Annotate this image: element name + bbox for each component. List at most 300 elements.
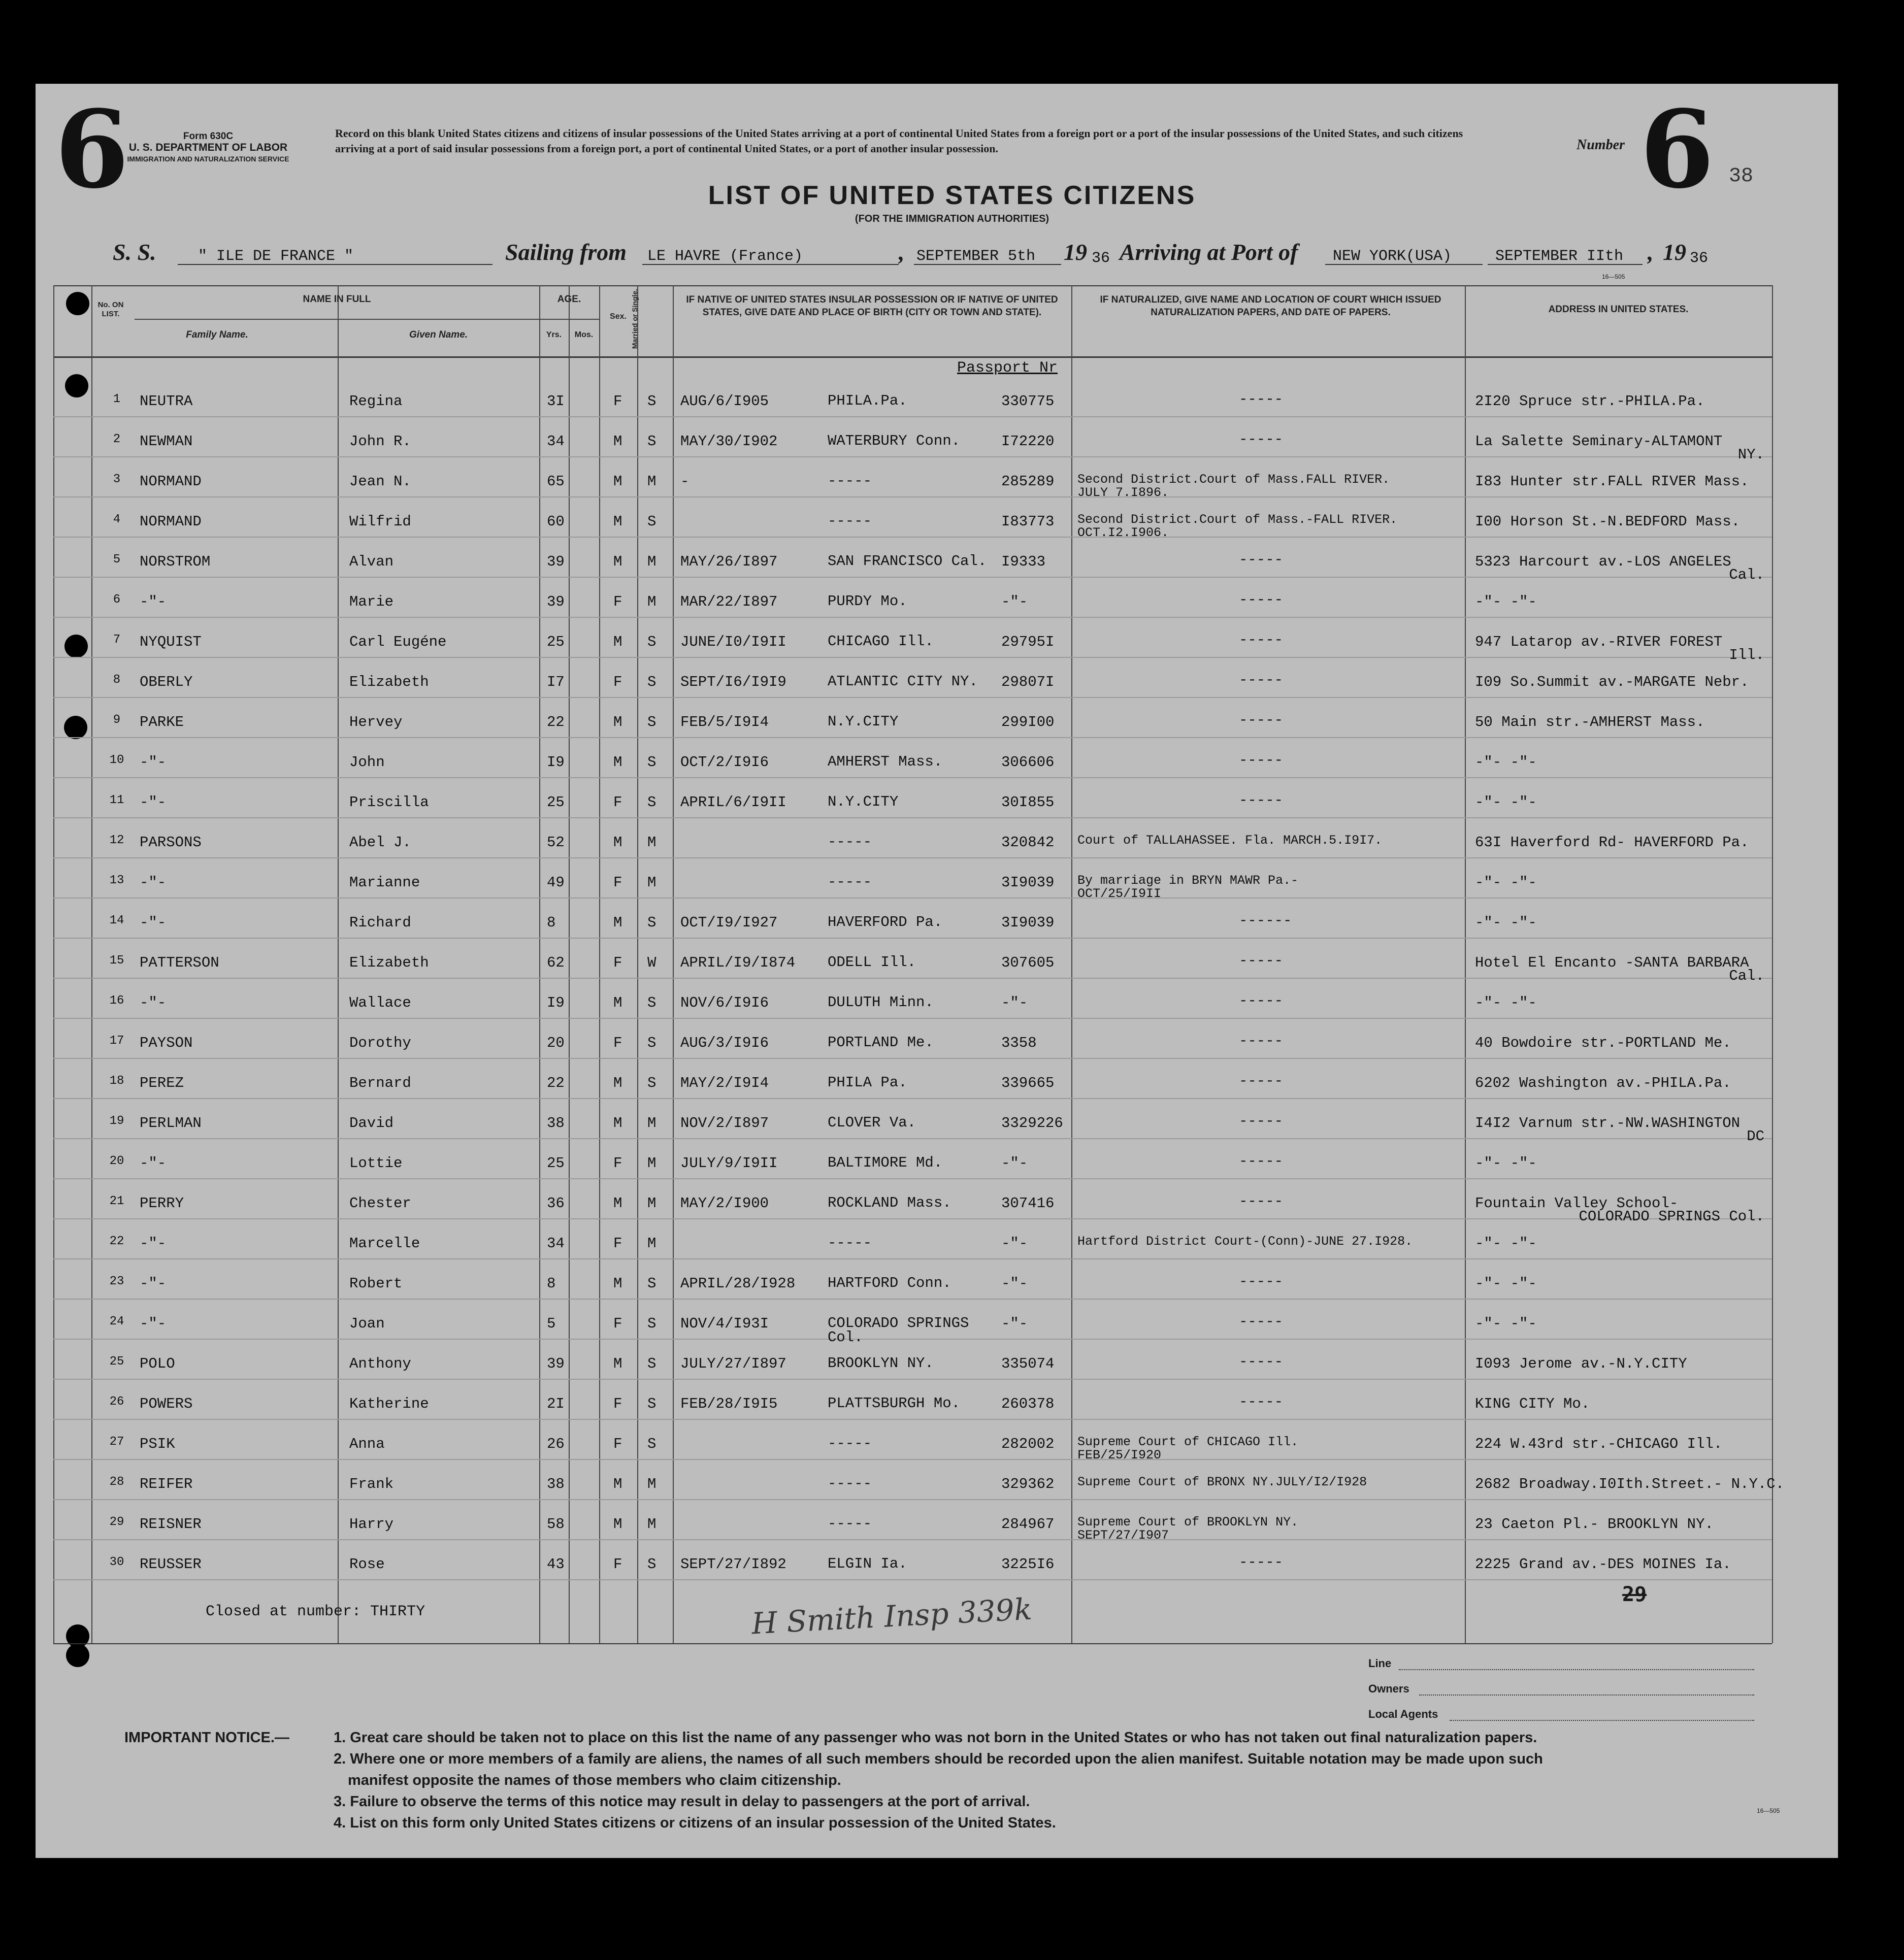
address: -"- -"- [1475,994,1537,1011]
sex: M [613,994,622,1011]
birth-date: MAY/2/I900 [680,1195,769,1212]
marital-status: S [647,754,656,771]
sex: M [613,1075,622,1091]
marital-status: S [647,513,656,530]
age-years: 36 [547,1195,565,1212]
address: -"- -"- [1475,874,1537,891]
naturalization-court: ------ [1239,912,1292,929]
passport-number: I72220 [1001,433,1055,450]
passport-number: 285289 [1001,473,1055,490]
closed-at-number: Closed at number: THIRTY [206,1603,425,1620]
naturalization-court: ----- [1239,792,1284,809]
naturalization-court: ----- [1239,1273,1284,1290]
age-years: I9 [547,754,565,771]
family-name: -"- [140,914,167,931]
family-name: REUSSER [140,1556,202,1573]
birth-place: ----- [828,1475,872,1492]
row-number: 23 [109,1275,124,1288]
birth-place: ATLANTIC CITY NY. [828,673,978,690]
family-name: -"- [140,874,167,891]
marital-status: M [647,834,656,851]
age-years: 38 [547,1476,565,1492]
birth-place: ----- [828,1235,872,1251]
row-number: 12 [109,834,124,847]
table-row [0,431,1904,461]
naturalization-court: ----- [1239,391,1284,408]
sex: F [613,954,622,971]
table-row [0,952,1904,983]
birth-place: ----- [828,834,872,850]
sex: M [613,914,622,931]
table-row [0,912,1904,943]
marital-status: S [647,1315,656,1332]
col-header-family: Family Name. [186,329,248,340]
table-row [0,471,1904,502]
arrival-port: NEW YORK(USA) [1333,248,1452,265]
given-name: Alvan [349,553,394,570]
birth-place: CHICAGO Ill. [828,633,934,650]
given-name: Dorothy [349,1035,411,1051]
table-row [0,832,1904,862]
row-number: 16 [109,994,124,1008]
passport-number: 3I9039 [1001,874,1055,891]
row-number: 24 [109,1315,124,1328]
birth-date: MAY/30/I902 [680,433,778,450]
birth-date: OCT/2/I9I6 [680,754,769,771]
sheet-number-right: 6 [1640,87,1715,212]
naturalization-court: Supreme Court of BRONX NY.JULY/I2/I928 [1077,1475,1367,1489]
sex: M [613,714,622,730]
passport-number: 320842 [1001,834,1055,851]
line-label: Line [1368,1657,1392,1670]
birth-place: SAN FRANCISCO Cal. [828,553,987,570]
given-name: Elizabeth [349,674,429,690]
table-row [0,1153,1904,1183]
given-name: Lottie [349,1155,403,1172]
age-years: 39 [547,1355,565,1372]
passport-number: -"- [1001,593,1028,610]
col-header-mos: Mos. [574,330,594,339]
address: 63I Haverford Rd- HAVERFORD Pa. [1475,834,1749,851]
address: 50 Main str.-AMHERST Mass. [1475,714,1705,730]
age-years: 39 [547,593,565,610]
instructions-text: Record on this blank United States citizens and citizens of insular possessions of the United States arriving at a port of continental United States from a foreign port or a port of the insular possessions of the United States, and such citizens arriving at a port of said insular possessions from a foreign port, a port of continental United States, or a port of another insular possession. [335,127,1463,155]
passport-number: I9333 [1001,553,1046,570]
naturalization-court: Second District.Court of Mass.FALL RIVER. [1077,472,1390,487]
naturalization-court: ----- [1239,1193,1284,1210]
naturalization-court: Hartford District Court-(Conn)-JUNE 27.I928. [1077,1234,1413,1249]
age-years: 8 [547,914,556,931]
marital-status: M [647,1516,656,1533]
marital-status: S [647,1275,656,1292]
row-number: 19 [109,1114,124,1128]
row-number: 13 [109,874,124,887]
naturalization-court: ----- [1239,591,1284,608]
address: -"- -"- [1475,1235,1537,1252]
passport-number: I83773 [1001,513,1055,530]
arrival-year-prefix: 19 [1663,239,1686,265]
marital-status: S [647,714,656,730]
birth-place: PHILA Pa. [828,1074,907,1091]
given-name: Marcelle [349,1235,420,1252]
birth-place: ELGIN Ia. [828,1555,907,1572]
birth-date: - [680,473,690,490]
table-row [0,1353,1904,1384]
naturalization-court: Second District.Court of Mass.-FALL RIVER. [1077,512,1398,527]
age-years: 22 [547,1075,565,1091]
naturalization-court: ----- [1239,1393,1284,1410]
passport-number: 30I855 [1001,794,1055,811]
address: KING CITY Mo. [1475,1396,1590,1412]
family-name: NORSTROM [140,553,211,570]
birth-place: AMHERST Mass. [828,753,943,770]
arrival-date: SEPTEMBER IIth [1495,248,1624,265]
row-number: 21 [109,1194,124,1208]
address-line-2: Ill. [1729,647,1764,663]
age-years: 8 [547,1275,556,1292]
family-name: -"- [140,1275,167,1292]
birth-place: PHILA.Pa. [828,392,907,409]
sex: F [613,1556,622,1573]
age-years: 39 [547,553,565,570]
marital-status: S [647,433,656,450]
ship-name: " ILE DE FRANCE " [198,248,354,265]
passport-number: 3358 [1001,1035,1037,1051]
marital-status: M [647,1476,656,1492]
row-number: 8 [113,673,121,687]
address-line-2: COLORADO SPRINGS Col. [1579,1208,1764,1225]
given-name: Carl Eugéne [349,634,447,650]
family-name: PERRY [140,1195,184,1212]
birth-date: APRIL/6/I9II [680,794,786,811]
given-name: David [349,1115,394,1132]
family-name: -"- [140,1235,167,1252]
row-number: 10 [109,753,124,767]
table-row [0,511,1904,542]
birth-place: ----- [828,473,872,489]
marital-status: S [647,674,656,690]
naturalization-date: SEPT/27/I907 [1077,1528,1169,1543]
sheet-number-left: 6 [55,87,129,212]
address: I83 Hunter str.FALL RIVER Mass. [1475,473,1749,490]
col-header-name: NAME IN FULL [303,294,371,305]
age-years: 49 [547,874,565,891]
address: Fountain Valley School- [1475,1195,1679,1212]
given-name: John [349,754,385,771]
col-header-yrs: Yrs. [546,330,562,339]
birth-place: ----- [828,874,872,890]
passport-number: -"- [1001,994,1028,1011]
sex: F [613,1155,622,1172]
family-name: PSIK [140,1436,175,1452]
sex: F [613,1436,622,1452]
sex: F [613,794,622,811]
table-row [0,1434,1904,1464]
passport-number: 3I9039 [1001,914,1055,931]
given-name: Anthony [349,1355,411,1372]
sex: F [613,1035,622,1051]
family-name: -"- [140,794,167,811]
marital-status: S [647,634,656,650]
number-label: Number [1577,137,1625,153]
address-line-2: NY. [1737,446,1764,463]
birth-date: OCT/I9/I927 [680,914,778,931]
sailing-from-label: Sailing from [505,239,627,265]
age-years: 34 [547,433,565,450]
given-name: Katherine [349,1396,429,1412]
local-agents-label: Local Agents [1368,1708,1438,1720]
sex: F [613,393,622,410]
naturalization-court: ----- [1239,952,1284,969]
birth-date: AUG/3/I9I6 [680,1035,769,1051]
address: -"- -"- [1475,794,1537,811]
marital-status: S [647,914,656,931]
family-name: OBERLY [140,674,193,690]
naturalization-court: ----- [1239,1153,1284,1170]
birth-date: MAY/2/I9I4 [680,1075,769,1091]
birth-date: FEB/28/I9I5 [680,1396,778,1412]
col-header-age: AGE. [557,294,581,305]
naturalization-court: ----- [1239,1313,1284,1330]
marital-status: S [647,1355,656,1372]
family-name: PEREZ [140,1075,184,1091]
birth-date: FEB/5/I9I4 [680,714,769,730]
row-number: 28 [109,1475,124,1489]
given-name: Anna [349,1436,385,1452]
birth-date: APRIL/I9/I874 [680,954,796,971]
sex: F [613,674,622,690]
birth-date: MAY/26/I897 [680,553,778,570]
birth-date: SEPT/27/I892 [680,1556,786,1573]
table-row [0,591,1904,622]
table-row [0,1474,1904,1504]
birth-date: AUG/6/I905 [680,393,769,410]
table-row [0,1113,1904,1143]
birth-date: NOV/6/I9I6 [680,994,769,1011]
passenger-total: 29 [1622,1583,1647,1606]
table-row [0,1514,1904,1544]
sex: M [613,553,622,570]
table-row [0,672,1904,702]
age-years: 25 [547,1155,565,1172]
age-years: 25 [547,634,565,650]
address: I4I2 Varnum str.-NW.WASHINGTON [1475,1115,1741,1132]
passport-number: 307605 [1001,954,1055,971]
passport-number: -"- [1001,1155,1028,1172]
marital-status: S [647,1436,656,1452]
naturalization-court: ----- [1239,632,1284,648]
birth-place: ----- [828,513,872,529]
given-name: Robert [349,1275,403,1292]
family-name: PERLMAN [140,1115,202,1132]
age-years: I7 [547,674,565,690]
age-years: 52 [547,834,565,851]
birth-place: BALTIMORE Md. [828,1154,943,1171]
punch-hole [66,1644,89,1667]
birth-place: PLATTSBURGH Mo. [828,1395,961,1412]
family-name: POLO [140,1355,175,1372]
page-title: LIST OF UNITED STATES CITIZENS [708,181,1196,210]
passport-number: 3225I6 [1001,1556,1055,1573]
table-row [0,551,1904,582]
col-header-birth: IF NATIVE OF UNITED STATES INSULAR POSSESSION OR IF NATIVE OF UNITED STATES, GIVE DATE AND PLACE OF BIRTH (CITY OR TOWN AND STATE). [686,294,1058,318]
age-years: 62 [547,954,565,971]
birth-date: JULY/9/I9II [680,1155,778,1172]
naturalization-court: Court of TALLAHASSEE. Fla. MARCH.5.I9I7. [1077,833,1383,848]
given-name: Abel J. [349,834,411,851]
family-name: NEUTRA [140,393,193,410]
address: -"- -"- [1475,914,1537,931]
sex: M [613,1476,622,1492]
row-number: 3 [113,473,121,486]
row-number: 22 [109,1235,124,1248]
age-years: 65 [547,473,565,490]
row-number: 14 [109,914,124,927]
family-name: NORMAND [140,513,202,530]
sex: M [613,433,622,450]
naturalization-date: JULY 7.I896. [1077,485,1169,500]
given-name: Elizabeth [349,954,429,971]
birth-place: WATERBURY Conn. [828,433,961,449]
marital-status: S [647,1075,656,1091]
row-number: 20 [109,1154,124,1168]
birth-place: N.Y.CITY [828,713,899,730]
arriving-label: Arriving at Port of [1120,239,1298,265]
address: 2I20 Spruce str.-PHILA.Pa. [1475,393,1705,410]
birth-date: SEPT/I6/I9I9 [680,674,786,690]
birth-place: HAVERFORD Pa. [828,914,943,931]
birth-date: APRIL/28/I928 [680,1275,796,1292]
passport-number: 284967 [1001,1516,1055,1533]
table-row [0,1233,1904,1264]
sex: M [613,834,622,851]
birth-place: BROOKLYN NY. [828,1355,934,1372]
given-name: Regina [349,393,403,410]
given-name: Richard [349,914,411,931]
passport-number: 260378 [1001,1396,1055,1412]
sex: M [613,634,622,650]
age-years: I9 [547,994,565,1011]
given-name: Rose [349,1556,385,1573]
table-row [0,1393,1904,1424]
marital-status: S [647,794,656,811]
marital-status: M [647,1155,656,1172]
row-number: 6 [113,593,121,607]
table-row [0,1313,1904,1344]
address: 224 W.43rd str.-CHICAGO Ill. [1475,1436,1723,1452]
printer-mark: 16—505 [1602,273,1625,280]
address-line-2: Cal. [1729,567,1764,583]
table-row [0,712,1904,742]
marital-status: S [647,1035,656,1051]
passport-number: -"- [1001,1275,1028,1292]
naturalization-date: OCT.I2.I906. [1077,525,1169,540]
naturalization-court: Supreme Court of BROOKLYN NY. [1077,1515,1299,1530]
age-years: 3I [547,393,565,410]
address-line-2: Cal. [1729,968,1764,984]
passport-number: 335074 [1001,1355,1055,1372]
inspector-signature: H Smith Insp 339k [750,1591,1033,1641]
passport-number: 299I00 [1001,714,1055,730]
birth-place: CLOVER Va. [828,1114,916,1131]
passport-number: 29807I [1001,674,1055,690]
address: 2682 Broadway.I0Ith.Street.- N.Y.C. [1475,1476,1785,1492]
marital-status: S [647,393,656,410]
naturalization-court: ----- [1239,551,1284,568]
given-name: Frank [349,1476,394,1492]
passport-number: -"- [1001,1235,1028,1252]
marital-status: M [647,1235,656,1252]
naturalization-court: ----- [1239,672,1284,688]
age-years: 5 [547,1315,556,1332]
sex: M [613,754,622,771]
departure-date: SEPTEMBER 5th [916,248,1036,265]
birth-place: COLORADO SPRINGS Col. [828,1315,969,1346]
address: -"- -"- [1475,593,1537,610]
birth-place: PORTLAND Me. [828,1034,934,1051]
family-name: PATTERSON [140,954,219,971]
marital-status: M [647,593,656,610]
table-row [0,752,1904,782]
table-row [0,391,1904,421]
ss-label: S. S. [113,239,156,265]
row-number: 4 [113,513,121,526]
row-number: 30 [109,1555,124,1569]
family-name: REIFER [140,1476,193,1492]
naturalization-court: Supreme Court of CHICAGO Ill. [1077,1435,1299,1449]
address: 2225 Grand av.-DES MOINES Ia. [1475,1556,1731,1573]
departure-year: 36 [1092,250,1110,267]
birth-date: JULY/27/I897 [680,1355,786,1372]
address: I093 Jerome av.-N.Y.CITY [1475,1355,1687,1372]
address-line-2: DC [1747,1128,1764,1145]
birth-place: ODELL Ill. [828,954,916,971]
row-number: 25 [109,1355,124,1369]
birth-date: MAR/22/I897 [680,593,778,610]
arrival-year: 36 [1690,250,1709,267]
col-header-no: No. ON LIST. [97,301,124,318]
given-name: Hervey [349,714,403,730]
age-years: 26 [547,1436,565,1452]
family-name: NORMAND [140,473,202,490]
given-name: Marie [349,593,394,610]
address: -"- -"- [1475,754,1537,771]
address: 23 Caeton Pl.- BROOKLYN NY. [1475,1516,1714,1533]
sex: F [613,874,622,891]
family-name: PAYSON [140,1035,193,1051]
marital-status: S [647,994,656,1011]
marital-status: M [647,1115,656,1132]
marital-status: M [647,1195,656,1212]
sex: M [613,473,622,490]
naturalization-court: ----- [1239,1554,1284,1571]
birth-place: N.Y.CITY [828,793,899,810]
passport-number: 330775 [1001,393,1055,410]
given-name: Wilfrid [349,513,411,530]
birth-place: PURDY Mo. [828,593,907,610]
table-row [0,1073,1904,1103]
table-row [0,792,1904,822]
table-row [0,1273,1904,1304]
marital-status: S [647,1396,656,1412]
table-row [0,1033,1904,1063]
naturalization-court: ----- [1239,431,1284,448]
passport-number: 306606 [1001,754,1055,771]
address: 6202 Washington av.-PHILA.Pa. [1475,1075,1731,1091]
given-name: Marianne [349,874,420,891]
sex: M [613,1195,622,1212]
page-annotation: 38 [1729,165,1754,188]
